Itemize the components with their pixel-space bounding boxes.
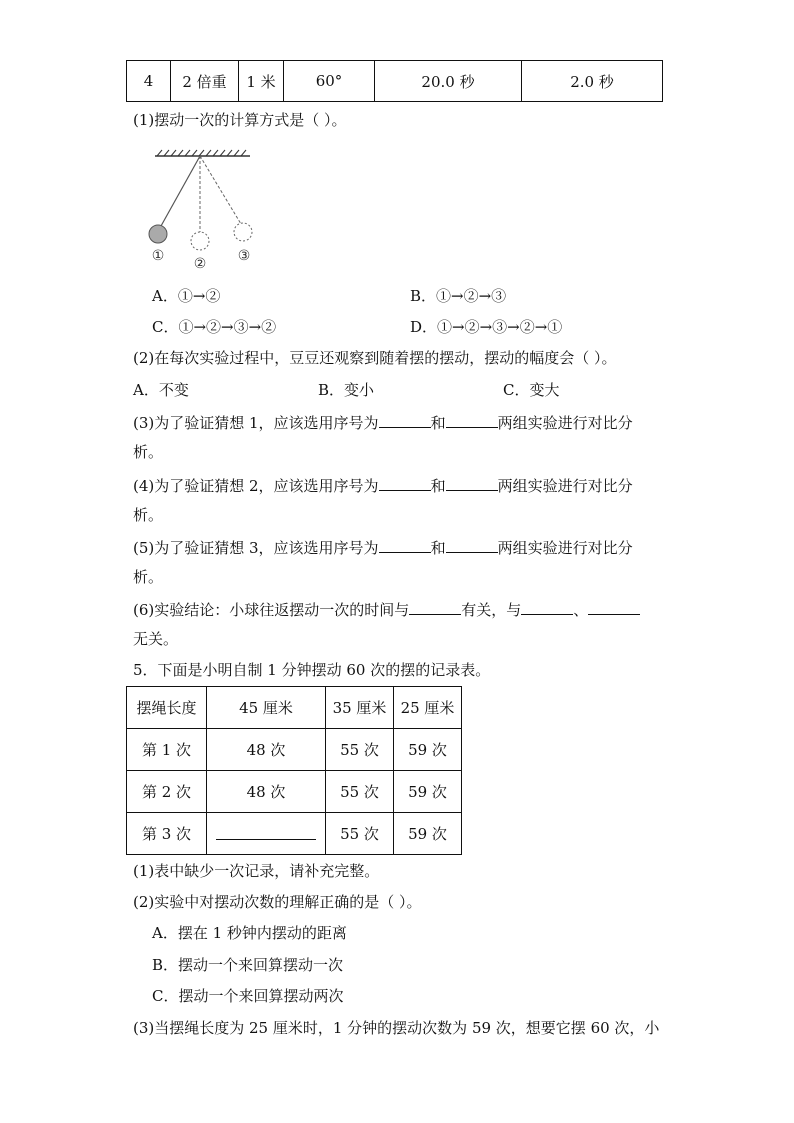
table-cell: 55 次 <box>326 771 394 813</box>
question-4-3-text <box>133 411 633 433</box>
option-b: B．摆动一个来回算摆动一次 <box>152 956 344 974</box>
table-cell: 4 <box>127 61 171 102</box>
question-text: 有关，与 <box>461 601 522 619</box>
header-cell: 35 厘米 <box>326 687 394 729</box>
option-a: A．不变 <box>133 381 189 399</box>
question-text: 两组实验进行对比分 <box>497 477 633 495</box>
position-label-3: ③ <box>237 248 251 264</box>
question-5-1-text: (1)表中缺少一次记录，请补充完整。 <box>133 862 380 880</box>
option-c: C．摆动一个来回算摆动两次 <box>152 987 344 1005</box>
table-row <box>127 61 663 102</box>
table-cell-answer <box>207 813 326 855</box>
question-5-3-text: (3)当摆绳长度为 25 厘米时，1 分钟的摆动次数为 59 次，想要它摆 60 次，小 <box>133 1019 660 1037</box>
question-text: 两组实验进行对比分 <box>497 539 633 557</box>
table-cell: 2 倍重 <box>171 61 239 102</box>
table-cell: 55 次 <box>326 813 394 855</box>
question-text: 和 <box>430 539 446 557</box>
question-text: 和 <box>430 414 446 432</box>
table-cell: 60° <box>284 61 375 102</box>
answer-blank[interactable] <box>216 823 316 840</box>
question-4-6-text <box>133 598 640 620</box>
table-row <box>127 813 462 855</box>
option-b: B．变小 <box>318 381 375 399</box>
question-text: 、 <box>573 601 589 619</box>
table-row <box>127 729 462 771</box>
answer-blank[interactable] <box>446 536 498 553</box>
table-cell: 第 2 次 <box>127 771 207 813</box>
question-4-2-text: (2)在每次实验过程中，豆豆还观察到随着摆的摆动，摆动的幅度会（ ）。 <box>133 349 617 367</box>
question-text: (3)为了验证猜想 1，应该选用序号为 <box>133 414 379 432</box>
header-cell: 45 厘米 <box>207 687 326 729</box>
position-label-1: ① <box>151 248 165 264</box>
question-text: (6)实验结论：小球往返摆动一次的时间与 <box>133 601 410 619</box>
question-text: (4)为了验证猜想 2，应该选用序号为 <box>133 477 379 495</box>
answer-blank[interactable] <box>379 474 431 491</box>
table-row <box>127 771 462 813</box>
table-cell: 59 次 <box>394 771 462 813</box>
pendulum-record-table <box>126 686 462 855</box>
position-label-2: ② <box>193 256 207 271</box>
table-cell: 59 次 <box>394 729 462 771</box>
answer-blank[interactable] <box>409 598 461 615</box>
option-a: A．①→② <box>152 287 221 305</box>
question-text: (5)为了验证猜想 3，应该选用序号为 <box>133 539 379 557</box>
question-4-4-cont: 析。 <box>133 506 164 524</box>
table-cell: 48 次 <box>207 771 326 813</box>
answer-blank[interactable] <box>379 536 431 553</box>
table-cell: 55 次 <box>326 729 394 771</box>
header-cell: 摆绳长度 <box>127 687 207 729</box>
header-cell: 25 厘米 <box>394 687 462 729</box>
question-5-title: 5．下面是小明自制 1 分钟摆动 60 次的摆的记录表。 <box>133 661 491 679</box>
answer-blank[interactable] <box>446 411 498 428</box>
pendulum-diagram <box>145 146 260 271</box>
table-cell: 59 次 <box>394 813 462 855</box>
answer-blank[interactable] <box>379 411 431 428</box>
option-a: A．摆在 1 秒钟内摆动的距离 <box>152 924 347 942</box>
table-cell: 第 3 次 <box>127 813 207 855</box>
table-cell: 1 米 <box>239 61 284 102</box>
table-cell: 2.0 秒 <box>522 61 663 102</box>
question-4-1-text: (1)摆动一次的计算方式是（ ）。 <box>133 111 347 129</box>
answer-blank[interactable] <box>521 598 573 615</box>
option-c: C．变大 <box>503 381 560 399</box>
table-cell: 48 次 <box>207 729 326 771</box>
option-d: D．①→②→③→②→① <box>410 318 563 336</box>
experiment-table <box>126 60 663 102</box>
question-4-5-cont: 析。 <box>133 568 164 586</box>
table-cell: 20.0 秒 <box>375 61 522 102</box>
question-4-5-text <box>133 536 633 558</box>
answer-blank[interactable] <box>446 474 498 491</box>
option-c: C．①→②→③→② <box>152 318 277 336</box>
table-cell: 第 1 次 <box>127 729 207 771</box>
table-header-row <box>127 687 462 729</box>
question-text: 两组实验进行对比分 <box>497 414 633 432</box>
question-4-3-cont: 析。 <box>133 443 164 461</box>
option-b: B．①→②→③ <box>410 287 507 305</box>
question-4-6-cont: 无关。 <box>133 630 179 648</box>
answer-blank[interactable] <box>588 598 640 615</box>
question-4-4-text <box>133 474 633 496</box>
question-5-2-text: (2)实验中对摆动次数的理解正确的是（ ）。 <box>133 893 422 911</box>
question-text: 和 <box>430 477 446 495</box>
